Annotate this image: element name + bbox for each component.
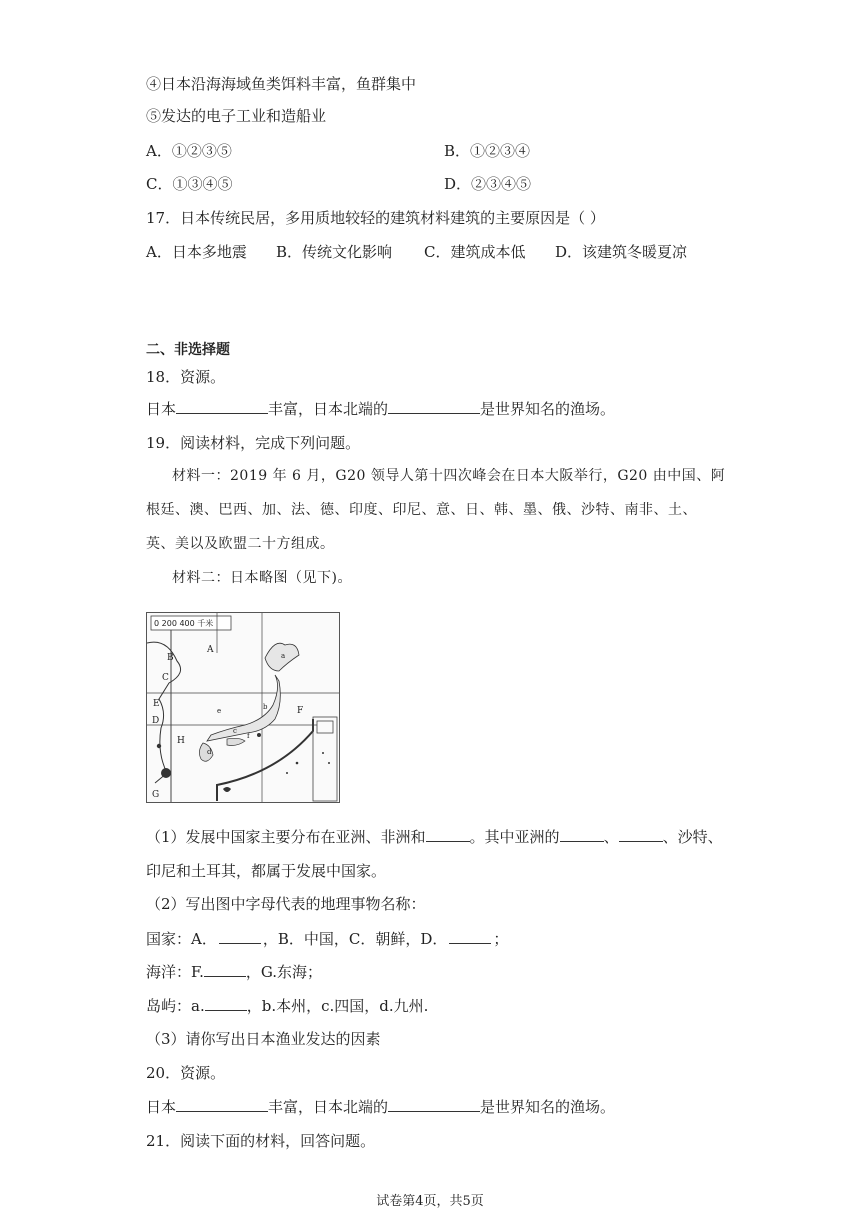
q19-sub2: （2）写出图中字母代表的地理事物名称： <box>146 895 426 913</box>
q19-country-blank-2 <box>449 929 491 944</box>
q19-ocean-blank <box>204 962 246 977</box>
q16-option-b: B．①②③④ <box>444 142 531 160</box>
map-label-f: f <box>247 732 250 740</box>
map-label-C: C <box>162 673 169 683</box>
section-title: 二、非选择题 <box>146 342 230 358</box>
q20-number: 20．资源。 <box>146 1064 226 1082</box>
map-label-D: D <box>152 716 160 726</box>
q16-option-d: D．②③④⑤ <box>444 175 532 193</box>
japan-sketch-map <box>146 612 340 803</box>
q18-text <box>146 399 615 419</box>
q19-sub1-blank-2 <box>560 827 604 842</box>
q19-sub1-text-a: （1）发展中国家主要分布在亚洲、非洲和 <box>146 828 426 846</box>
q19-number: 19．阅读材料，完成下列问题。 <box>146 434 361 452</box>
q18-blank-2 <box>388 399 480 414</box>
q18-part1: 日本 <box>146 400 177 418</box>
map-label-a: a <box>281 652 286 660</box>
map-label-B: B <box>167 653 174 663</box>
q17-option-b: B．传统文化影响 <box>276 243 393 261</box>
map-label-E: E <box>153 699 160 709</box>
q17-option-d: D．该建筑冬暖夏凉 <box>555 243 688 261</box>
q19-country-blank-1 <box>219 929 261 944</box>
q20-part3: 是世界知名的渔场。 <box>480 1098 616 1116</box>
q20-text <box>146 1097 615 1117</box>
q19-sub1-text-d: 、沙特、 <box>662 828 723 846</box>
map-label-F: F <box>297 706 304 716</box>
q19-country-end: ； <box>493 930 509 948</box>
map-scale-label: 0 200 400 千米 <box>154 619 214 628</box>
map-label-A: A <box>207 645 214 655</box>
q19-ocean-a: 海洋：F. <box>146 963 204 981</box>
q19-material1-line1: 材料一：2019 年 6 月，G20 领导人第十四次峰会在日本大阪举行，G20 由中国、阿 <box>172 468 726 484</box>
q19-sub1-blank-1 <box>426 827 470 842</box>
q19-island-b: ，b.本州，c.四国，d.九州. <box>246 997 429 1015</box>
page-footer: 试卷第4页，共5页 <box>376 1194 484 1209</box>
q16-item-4: ④日本沿海海域鱼类饵料丰富，鱼群集中 <box>146 75 417 93</box>
q19-sub1-blank-3 <box>619 827 663 842</box>
q16-option-c: C．①③④⑤ <box>146 175 233 193</box>
q19-material1-line2: 根廷、澳、巴西、加、法、德、印度、印尼、意、日、韩、墨、俄、沙特、南非、土、 <box>146 502 697 518</box>
q20-blank-2 <box>388 1097 480 1112</box>
q18-number: 18．资源。 <box>146 368 226 386</box>
q19-ocean-b: ，G.东海； <box>245 963 323 981</box>
q20-part1: 日本 <box>146 1098 177 1116</box>
q17-option-c: C．建筑成本低 <box>424 243 526 261</box>
q19-country-line <box>146 929 508 949</box>
q19-island-blank <box>205 996 247 1011</box>
map-label-b: b <box>263 703 268 711</box>
q20-blank-1 <box>176 1097 268 1112</box>
q20-part2: 丰富，日本北端的 <box>268 1098 389 1116</box>
q19-ocean-line <box>146 962 322 982</box>
q21-number: 21．阅读下面的材料，回答问题。 <box>146 1132 376 1150</box>
q19-sub1-line1 <box>146 827 723 847</box>
q19-sub1-line2: 印尼和土耳其，都属于发展中国家。 <box>146 862 387 880</box>
japan-map-svg <box>147 613 339 802</box>
map-label-d: d <box>207 748 212 756</box>
q18-blank-1 <box>176 399 268 414</box>
q18-part3: 是世界知名的渔场。 <box>480 400 616 418</box>
map-label-H: H <box>177 736 185 746</box>
q19-sub1-text-b: 。其中亚洲的 <box>469 828 560 846</box>
q17-option-a: A．日本多地震 <box>146 243 247 261</box>
q19-island-line <box>146 996 428 1016</box>
q19-country-b: ，B．中国，C．朝鲜，D． <box>262 930 448 948</box>
q18-part2: 丰富，日本北端的 <box>268 400 389 418</box>
map-label-G: G <box>152 790 160 800</box>
map-label-c: c <box>233 727 237 735</box>
q19-country-a: 国家：A． <box>146 930 217 948</box>
q19-material1-line3: 英、美以及欧盟二十方组成。 <box>146 536 335 552</box>
q19-material2: 材料二：日本略图（见下)。 <box>172 570 352 586</box>
q19-island-a: 岛屿：a. <box>146 997 205 1015</box>
q16-item-5: ⑤发达的电子工业和造船业 <box>146 107 327 125</box>
q16-option-a: A．①②③⑤ <box>146 142 232 160</box>
q17-stem: 17．日本传统民居，多用质地较轻的建筑材料建筑的主要原因是（ ） <box>146 209 605 227</box>
q19-sub1-text-c: 、 <box>603 828 619 846</box>
q19-sub3: （3）请你写出日本渔业发达的因素 <box>146 1030 381 1048</box>
map-label-e: e <box>217 707 222 715</box>
